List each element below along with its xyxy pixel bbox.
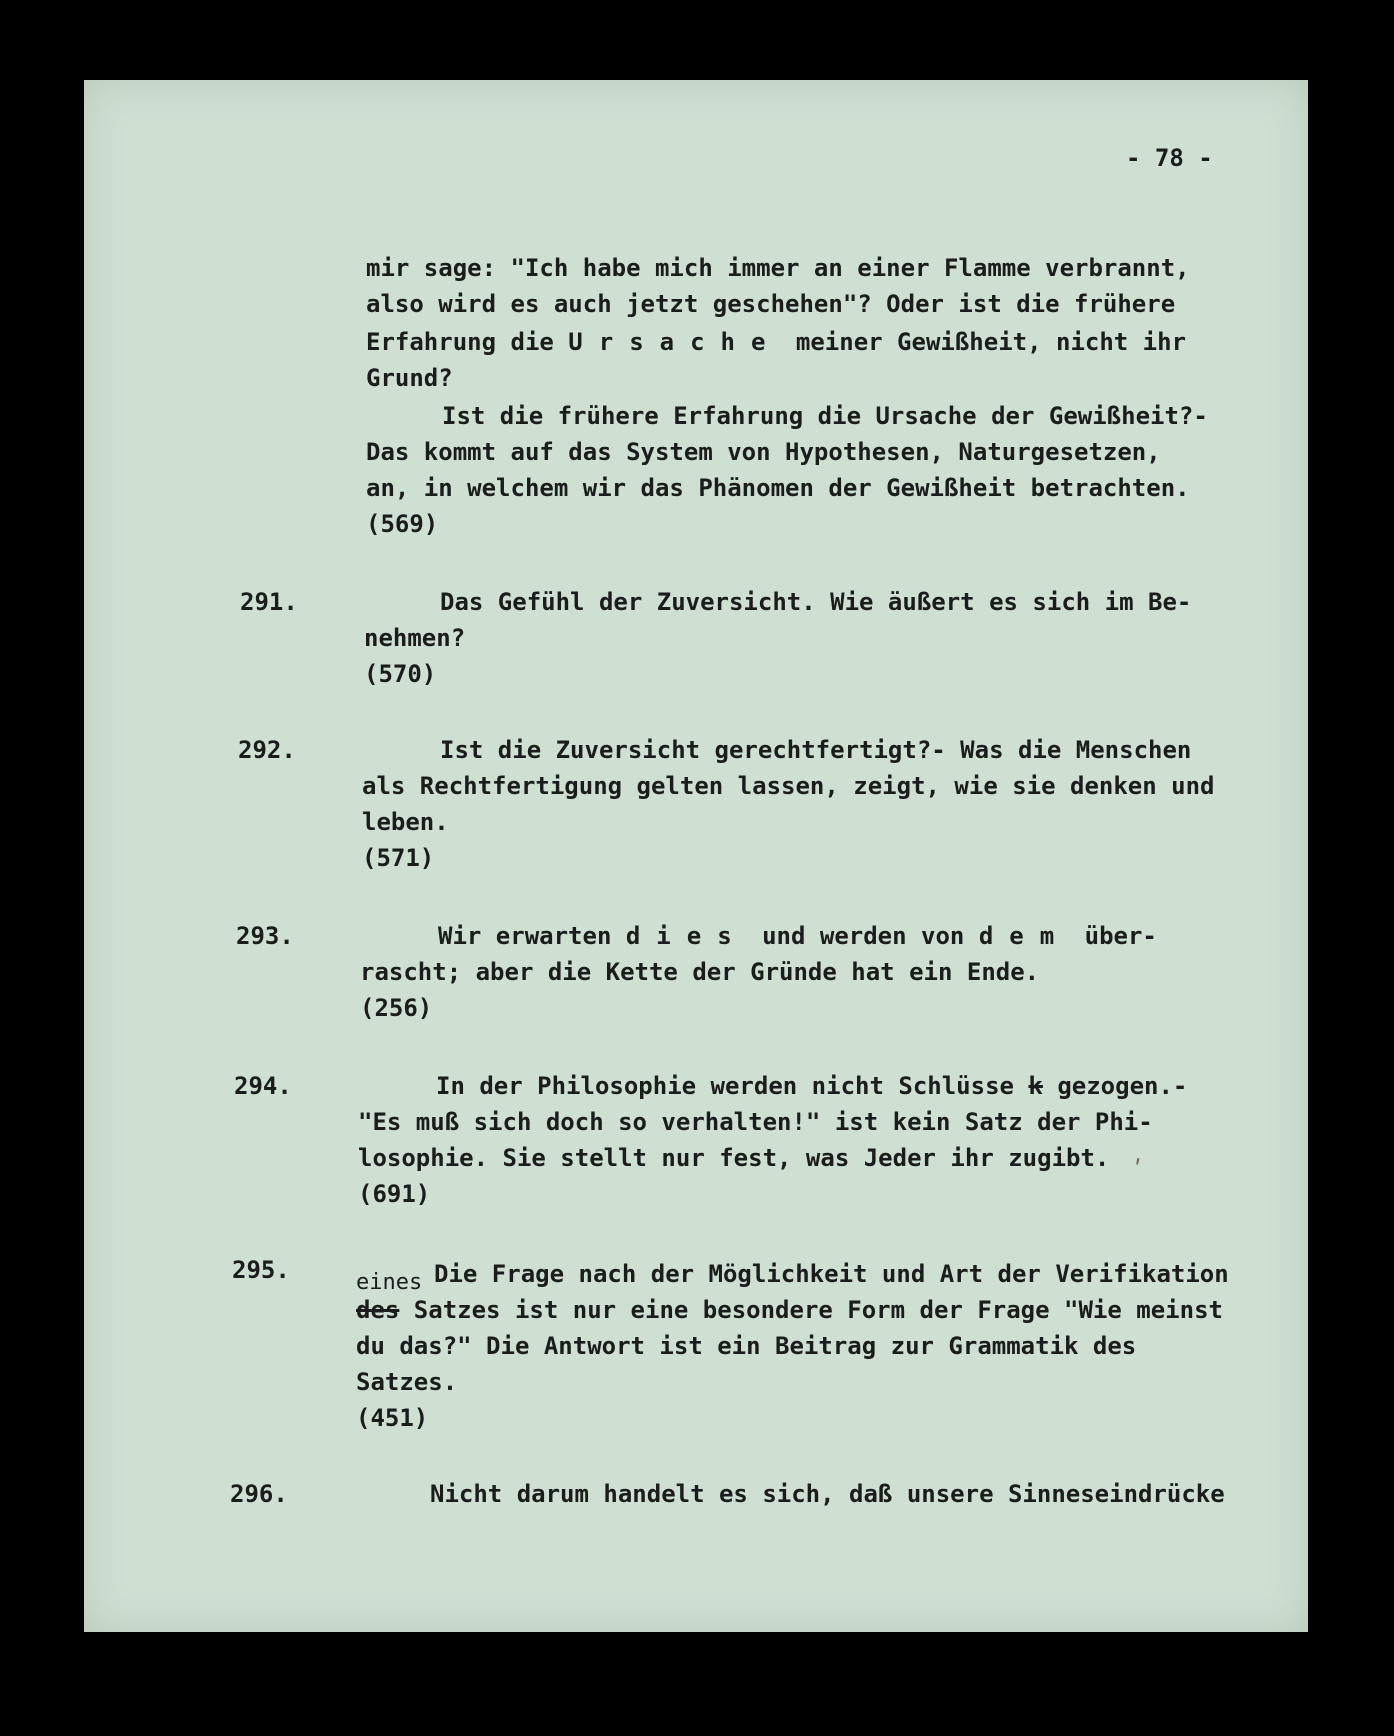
emphasis-ursache: Ursache <box>568 328 782 356</box>
entry-294-line-3: losophie. Sie stellt nur fest, was Jeder ihr zugibt. <box>358 1144 1110 1172</box>
intro-line-2: also wird es auch jetzt geschehen"? Oder ist die frühere <box>366 290 1176 318</box>
intro-line-6: Das kommt auf das System von Hypothesen, Naturgesetzen, <box>366 438 1161 466</box>
entry-295-reference: (451) <box>356 1404 429 1432</box>
pencil-mark-icon: ʹ <box>1130 1156 1146 1186</box>
intro-line-5: Ist die frühere Erfahrung die Ursache der Gewißheit?- <box>442 402 1208 430</box>
struck-letter: k <box>1028 1072 1043 1100</box>
intro-line-4: Grund? <box>366 364 453 392</box>
entry-number-295: 295. <box>232 1256 290 1284</box>
entry-293-reference: (256) <box>360 994 433 1022</box>
entry-292-reference: (571) <box>362 844 435 872</box>
entry-295-line-2-rest: Satzes ist nur eine besondere Form der Frage "Wie meinst <box>399 1296 1223 1324</box>
entry-293-line-2: rascht; aber die Kette der Gründe hat ein Ende. <box>360 958 1040 986</box>
entry-294-reference: (691) <box>358 1180 431 1208</box>
entry-294-line-2: "Es muß sich doch so verhalten!" ist kein Satz der Phi- <box>358 1108 1153 1136</box>
intro-line-3 <box>366 324 1186 360</box>
intro-line-3-end: meiner Gewißheit, nicht ihr <box>781 328 1187 356</box>
intro-line-1: mir sage: "Ich habe mich immer an einer Flamme verbrannt, <box>366 254 1190 282</box>
intro-line-7: an, in welchem wir das Phänomen der Gewißheit betrachten. <box>366 474 1190 502</box>
entry-number-296: 296. <box>230 1480 288 1508</box>
handwritten-insertion: eines <box>356 1270 423 1295</box>
entry-295-line-4: Satzes. <box>356 1368 458 1396</box>
entry-291-reference: (570) <box>364 660 437 688</box>
document-page <box>84 80 1308 1632</box>
entry-291-line-1: Das Gefühl der Zuversicht. Wie äußert es sich im Be- <box>440 588 1192 616</box>
entry-295-line-3: du das?" Die Antwort ist ein Beitrag zur Grammatik des <box>356 1332 1137 1360</box>
entry-295-line-1: Die Frage nach der Möglichkeit und Art der Verifikation <box>434 1260 1229 1288</box>
page-number: - 78 - <box>1126 144 1213 172</box>
entry-292-line-3: leben. <box>362 808 449 836</box>
entry-number-291: 291. <box>240 588 298 616</box>
entry-292-line-1: Ist die Zuversicht gerechtfertigt?- Was die Menschen <box>440 736 1192 764</box>
intro-reference: (569) <box>366 510 439 538</box>
entry-number-293: 293. <box>236 922 294 950</box>
struck-word: des <box>356 1296 400 1324</box>
entry-292-line-2: als Rechtfertigung gelten lassen, zeigt, wie sie denken und <box>362 772 1215 800</box>
entry-293-line-1 <box>438 918 1157 954</box>
entry-number-294: 294. <box>234 1072 292 1100</box>
entry-293-text-c: über- <box>1070 922 1157 950</box>
entry-number-292: 292. <box>238 736 296 764</box>
entry-296-line-1: Nicht darum handelt es sich, daß unsere Sinneseindrücke <box>430 1480 1225 1508</box>
entry-293-text-b: und werden von <box>747 922 979 950</box>
emphasis-dies: dies <box>625 922 748 950</box>
entry-293-text-a: Wir erwarten <box>438 922 626 950</box>
entry-294-line-1 <box>436 1068 1187 1104</box>
entry-294-text-a: In der Philosophie werden nicht Schlüsse <box>436 1072 1029 1100</box>
intro-line-3-start: Erfahrung die <box>366 328 569 356</box>
entry-295-line-2 <box>356 1292 1223 1328</box>
emphasis-dem: dem <box>978 922 1071 950</box>
entry-291-line-2: nehmen? <box>364 624 466 652</box>
entry-294-text-b: gezogen.- <box>1042 1072 1188 1100</box>
